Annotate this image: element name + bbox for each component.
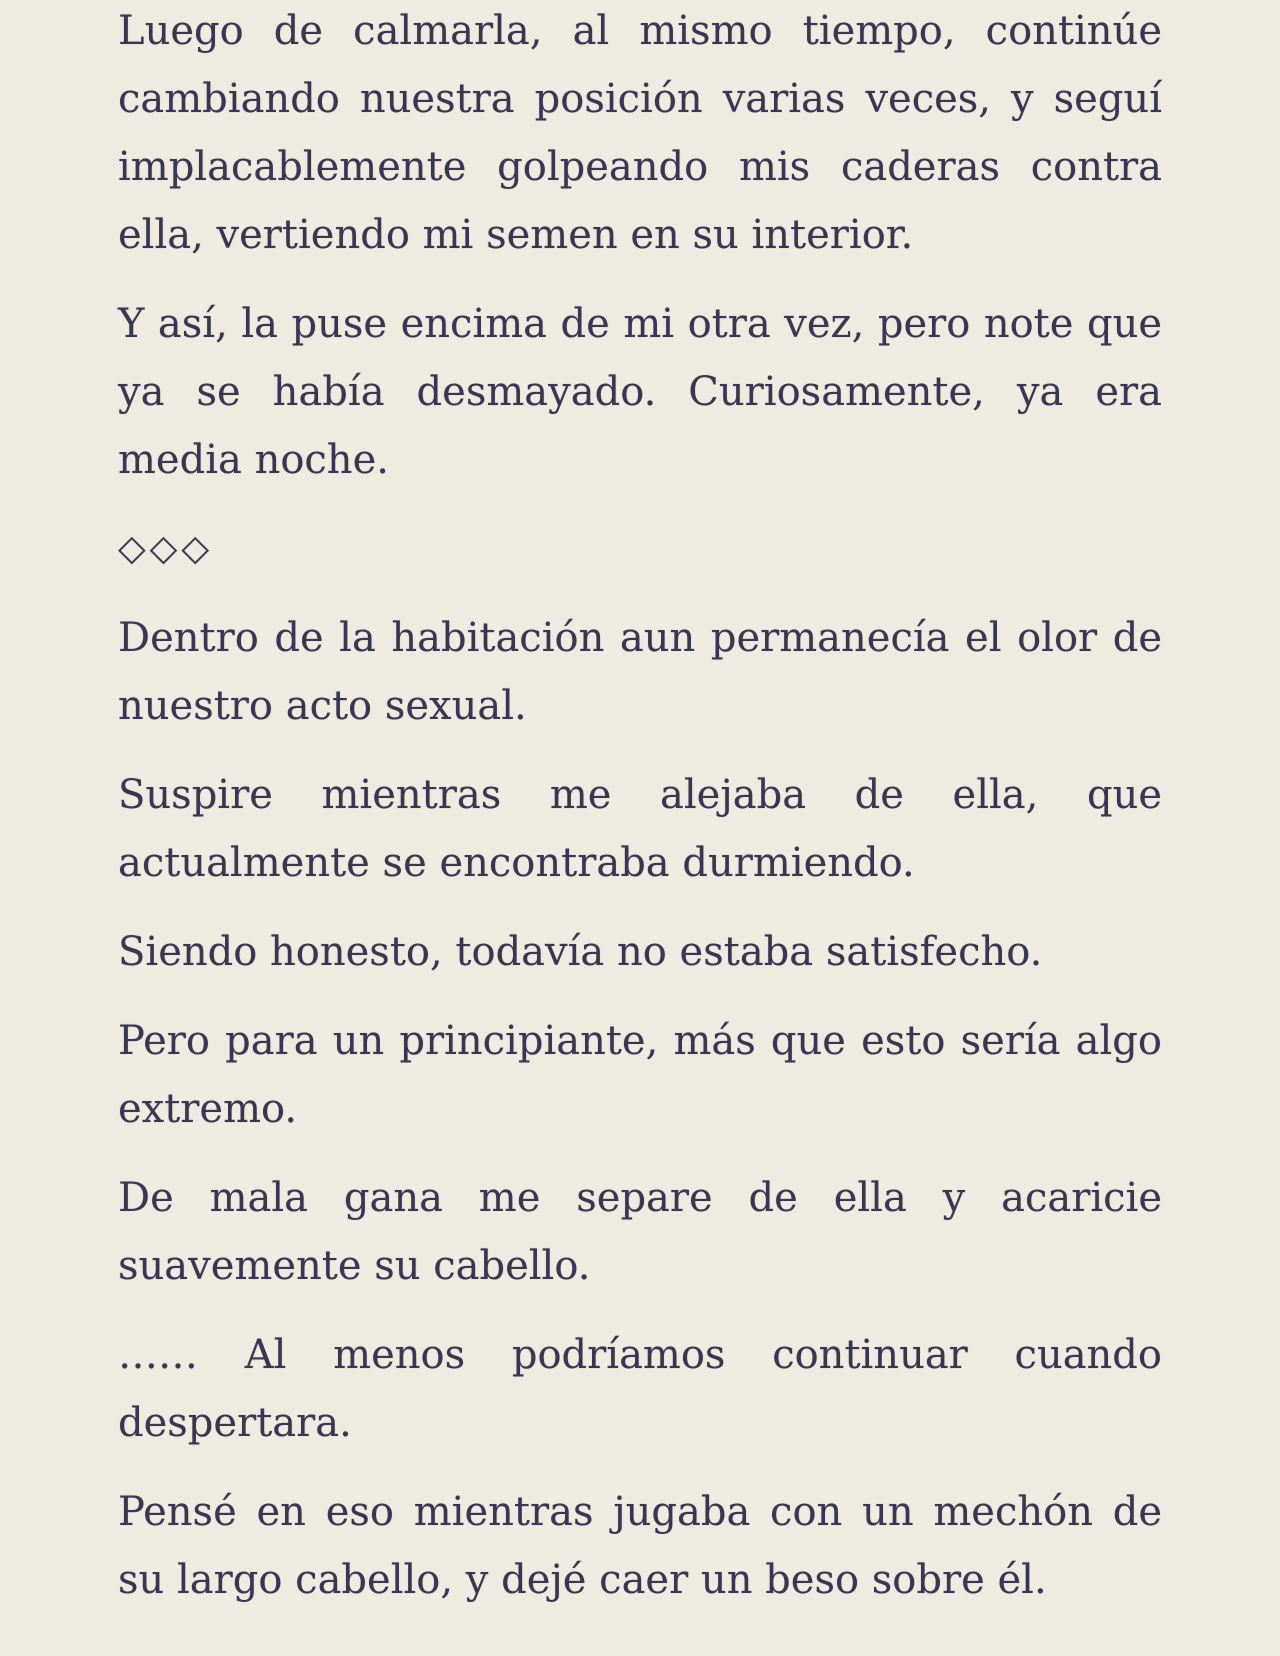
paragraph: …… Al menos podríamos continuar cuando despertara. xyxy=(118,1332,1162,1446)
scene-break-separator: ◇◇◇ xyxy=(118,528,214,569)
paragraph: Luego de calmarla, al mismo tiempo, continúe cambiando nuestra posición varias veces, y seguí implacablemente golpeando mis caderas contra ella, vertiendo mi semen en su interior. xyxy=(118,8,1162,258)
paragraph: Pensé en eso mientras jugaba con un mechón de su largo cabello, y dejé caer un beso sobre él. xyxy=(118,1489,1162,1603)
paragraph: Suspire mientras me alejaba de ella, que actualmente se encontraba durmiendo. xyxy=(118,772,1162,886)
reading-page xyxy=(118,0,1162,1635)
paragraph: Dentro de la habitación aun permanecía el olor de nuestro acto sexual. xyxy=(118,615,1162,729)
paragraph: Siendo honesto, todavía no estaba satisfecho. xyxy=(118,929,1043,975)
paragraph: De mala gana me separe de ella y acaricie suavemente su cabello. xyxy=(118,1175,1162,1289)
paragraph: Y así, la puse encima de mi otra vez, pero note que ya se había desmayado. Curiosamente, ya era media noche. xyxy=(118,301,1162,483)
paragraph: Pero para un principiante, más que esto sería algo extremo. xyxy=(118,1018,1162,1132)
